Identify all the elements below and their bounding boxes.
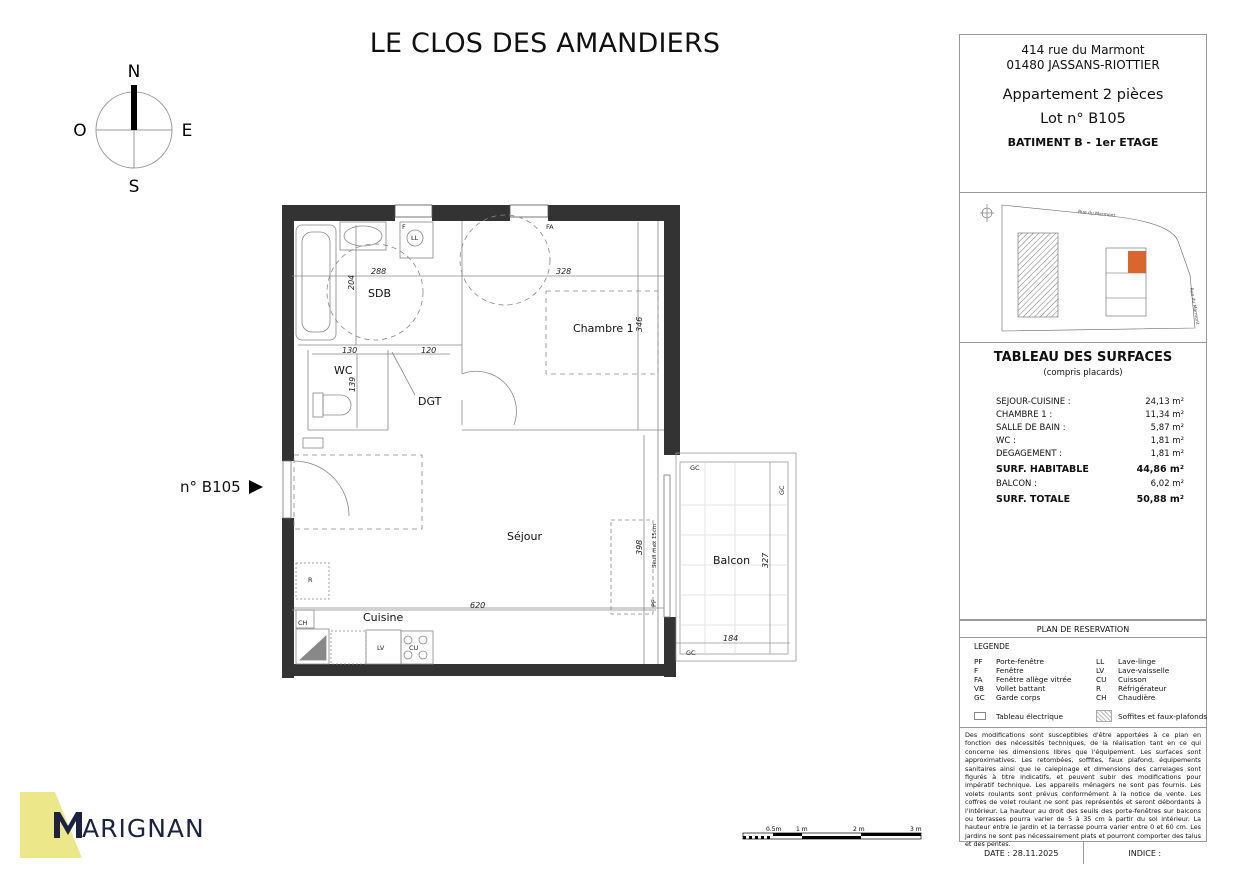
project-header (960, 43, 1206, 193)
compass-south: S (128, 177, 140, 197)
room-label-sdb: SDB (368, 287, 391, 300)
surface-row: SEJOUR-CUISINE : 24,13 m² (996, 397, 1184, 407)
date-field: DATE : 28.11.2025 (960, 842, 1084, 864)
lot-entry-marker (180, 478, 263, 496)
surface-row: DEGAGEMENT : 1,81 m² (996, 449, 1184, 459)
compass-east: E (181, 121, 193, 141)
compass-rose-icon (60, 55, 210, 200)
surface-row: CHAMBRE 1 : 11,34 m² (996, 410, 1184, 420)
surface-row: SALLE DE BAIN : 5,87 m² (996, 423, 1184, 433)
label-gc-bottom: GC (686, 649, 696, 657)
label-ch: CH (298, 619, 308, 627)
scale-bar (740, 820, 925, 842)
reservation-title: PLAN DE RESERVATION (960, 621, 1206, 638)
dim-chambre-height: 346 (635, 316, 644, 332)
site-map (960, 193, 1206, 343)
disclaimer-note: Des modifications sont susceptibles d'être apportées à ce plan en fonction des nécessités techniques, de la réalisation tant en ce qui concerne les dimensions libres que l'équipement. Les surfaces sont approximatives. Les retombées, soffites, faux plafond, équipements sanitaires ainsi que le calepinage et dimensions des carrelages sont figurés à titre indicatifs, et peuvent subir des modifications pour impératif technique. Les appareils ménagers ne sont pas fournis. Les volets roulants sont prévus conformément à la notice de vente. Les coffres de volet roulant ne sont pas représentés et seront débordants à l'intérieur. La hauteur au droit des seuils des porte-fenêtres sur balcons ou terrasses pourra varier de 5 à 35 cm à partir du sol intérieur. La hauteur entre le jardin et la terrasse pourra varier entre 0 et 60 cm. Les jardins ne sont pas nécessairement plats et pourront comporter des talus et des pentes. (965, 731, 1201, 849)
label-gc-right: GC (778, 485, 786, 495)
surfaces-title: TABLEAU DES SURFACES (993, 350, 1173, 365)
dim-balcon-height: 327 (761, 552, 770, 568)
room-label-cuisine: Cuisine (363, 611, 404, 624)
dim-dgt-width: 120 (421, 346, 437, 355)
street-label-top: Rue du Marmont (1077, 210, 1116, 219)
legend-extra: Tableau électrique Soffites et faux-plafonds (960, 702, 1206, 722)
surfaces-subtitle: (compris placards) (1043, 368, 1123, 378)
compass-west: O (73, 121, 87, 141)
label-f: F (402, 223, 406, 231)
surface-total-row: SURF. TOTALE 50,88 m² (996, 494, 1184, 505)
room-label-balcon: Balcon (713, 554, 751, 567)
lot-highlight (1128, 251, 1146, 273)
surface-balcon-row: BALCON : 6,02 m² (996, 479, 1184, 489)
indice-field: INDICE : (1128, 848, 1162, 858)
label-fa: FA (546, 223, 554, 231)
label-pf: PF (650, 599, 658, 607)
legend-title: LEGENDE (974, 642, 1010, 651)
room-label-chambre: Chambre 1 (573, 322, 634, 335)
lot-marker-label: n° B105 (180, 478, 241, 496)
scale-tick-05: 0.5m (766, 826, 782, 833)
surface-row: WC : 1,81 m² (996, 436, 1184, 446)
logo-text: ARIGNAN (82, 814, 205, 843)
building-floor: BATIMENT B - 1er ETAGE (1007, 136, 1159, 149)
street-label-right: Rue du Marmont (1188, 287, 1200, 326)
label-gc-top: GC (690, 464, 700, 472)
room-label-dgt: DGT (418, 395, 442, 408)
surface-habitable-row: SURF. HABITABLE 44,86 m² (996, 464, 1184, 475)
page-title: LE CLOS DES AMANDIERS (369, 28, 721, 59)
label-cu: CU (409, 644, 419, 652)
dim-wc-width: 130 (342, 346, 358, 355)
scale-tick-3: 3 m (910, 826, 922, 833)
dim-chambre-width: 328 (556, 267, 572, 276)
room-label-wc: WC (334, 364, 353, 377)
legend-grid: PF Porte-fenêtre LL Lave-linge F Fenêtre LV Lave-vaisselle FA Fenêtre allège vitrée CU Cuisson VB Vollet battant R Réfrigérateur GC Garde corps CH Chaudière (974, 657, 1170, 702)
marignan-logo (20, 790, 240, 860)
address-line-1: 414 rue du Marmont (1021, 43, 1145, 57)
dim-sejour-width: 620 (470, 601, 486, 610)
lot-number: Lot n° B105 (1040, 111, 1126, 127)
label-seuil: Seuil max 15cm (652, 523, 658, 568)
address-line-2: 01480 JASSANS-RIOTTIER (1006, 58, 1160, 72)
label-r: R (308, 576, 313, 584)
dim-sdb-width: 288 (371, 267, 387, 276)
compass-north: N (127, 62, 141, 82)
soffit-hatch-icon (1096, 710, 1112, 722)
label-ll: LL (411, 234, 419, 242)
apartment-type: Appartement 2 pièces (1002, 87, 1164, 103)
room-label-sejour: Séjour (507, 530, 543, 543)
scale-tick-1: 1 m (796, 826, 808, 833)
panel-footer (960, 841, 1206, 864)
surfaces-table (960, 350, 1206, 620)
dim-sejour-height: 398 (635, 539, 644, 555)
entry-arrow-icon (249, 480, 263, 494)
electrical-panel-icon (974, 712, 986, 720)
reservation-legend (960, 620, 1206, 728)
dim-wc-height: 139 (348, 376, 357, 392)
dim-sdb-height: 204 (347, 274, 356, 290)
info-panel (959, 34, 1208, 858)
floor-plan (270, 195, 830, 695)
label-lv: LV (377, 644, 385, 652)
dim-balcon-width: 184 (723, 634, 739, 643)
scale-tick-2: 2 m (853, 826, 865, 833)
